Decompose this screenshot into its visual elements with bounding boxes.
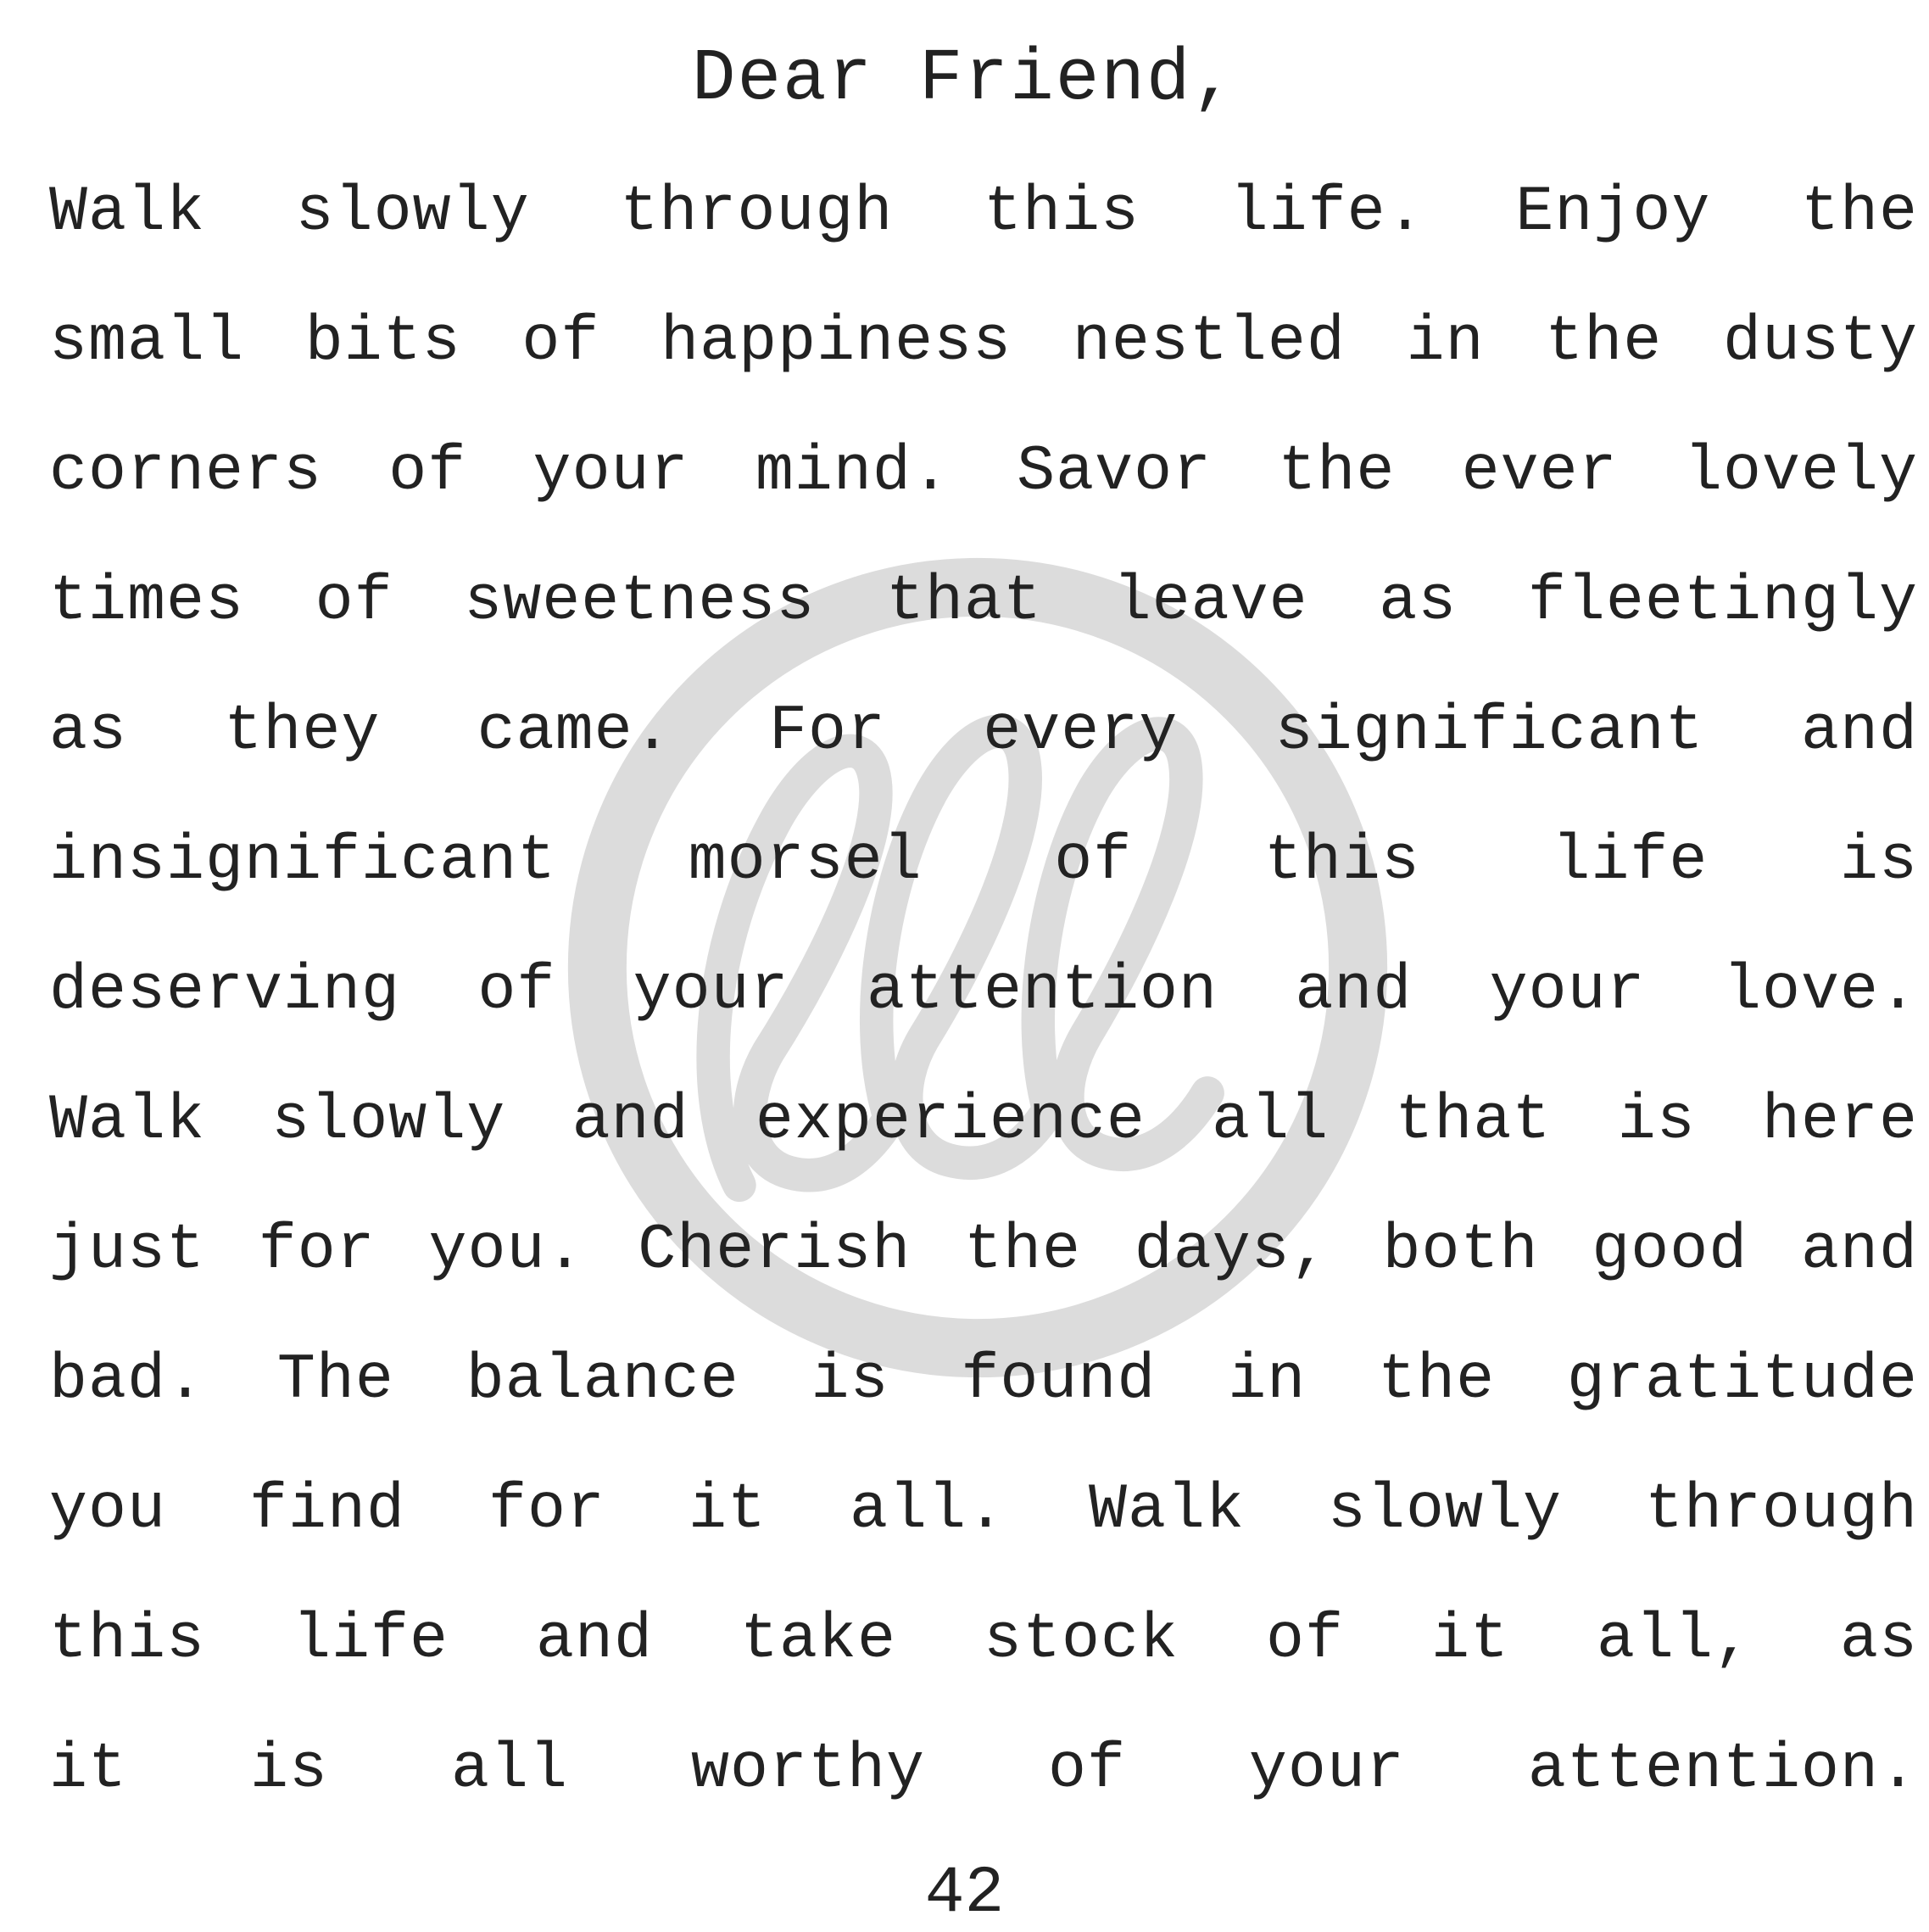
- salutation: Dear Friend,: [691, 37, 1238, 120]
- body-line: it is all worthy of your attention.: [49, 1734, 1918, 1806]
- body-line: you find for it all. Walk slowly through: [49, 1474, 1918, 1546]
- body-line: small bits of happiness nestled in the dusty: [49, 306, 1918, 378]
- body-line: deserving of your attention and your love.: [49, 955, 1918, 1027]
- body-line: bad. The balance is found in the gratitude: [49, 1344, 1918, 1416]
- body-line: as they came. For every significant and: [49, 695, 1918, 768]
- body-line: times of sweetness that leave as fleetingly: [49, 566, 1918, 638]
- body-line: Walk slowly through this life. Enjoy the: [49, 176, 1918, 248]
- body-line: just for you. Cherish the days, both good and: [49, 1214, 1918, 1287]
- body-line: corners of your mind. Savor the ever lovely: [49, 436, 1918, 508]
- page-number: 42: [924, 1857, 1005, 1931]
- body-line: this life and take stock of it all, as: [49, 1604, 1918, 1676]
- body-line: insignificant morsel of this life is: [49, 825, 1918, 897]
- body-line: Walk slowly and experience all that is here: [49, 1085, 1918, 1157]
- letter-body: [49, 163, 1918, 1850]
